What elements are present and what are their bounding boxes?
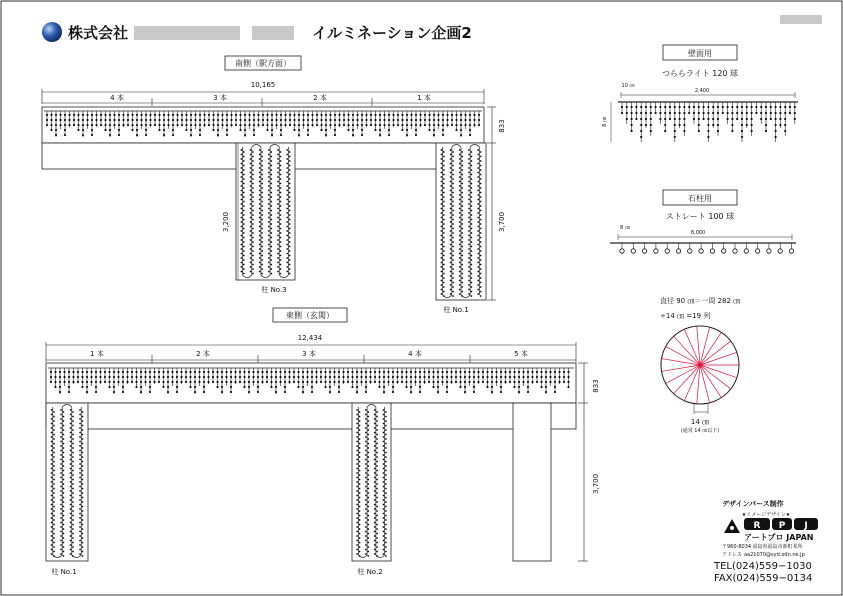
company-name-redacted-2 [252,26,294,40]
south-pillar-3-label: 柱 No.3 [261,286,287,294]
company-footer [713,499,818,584]
east-pillar-1-label: 柱 No.1 [51,568,77,576]
east-beam-lower [46,403,576,429]
circle-detail [660,296,740,434]
wall-subtitle: つららライト 120 球 [661,69,739,78]
fax: FAX(024)559−0134 [714,573,813,584]
east-pillar-2-label: 柱 No.2 [357,568,383,576]
wall-icicle-strands [621,102,796,142]
column-width-dim: 8,000 [690,230,706,236]
wall-light-detail [602,45,798,142]
east-seg-1: 1 本 [90,350,104,358]
wall-gap-dim: 10 ㎝ [621,83,635,89]
doc-number-redacted [780,15,822,24]
south-seg-3: 2 本 [313,94,327,102]
column-subtitle: ストレート 100 球 [665,212,735,221]
east-seg-4: 4 本 [408,350,422,358]
company-name: アートプロ JAPAN [744,533,814,542]
east-height-pillar: 3,700 [592,473,600,495]
east-side-elevation [46,308,600,576]
company-prefix: 株式会社 [68,24,129,42]
wall-title: 壁面用 [688,49,712,58]
south-side-elevation [42,56,506,314]
wall-height-dim: 8 ㎝ [602,117,608,127]
company-name-redacted [134,26,240,40]
company-address: 〒960-8034 福島県福島市新町某所 [722,544,803,550]
south-pillar-1-label: 柱 No.1 [443,306,469,314]
email-label: アドレス [722,552,742,558]
south-seg-4: 1 本 [417,94,431,102]
south-label: 南側（駅方面） [235,59,291,68]
artpro-logo-icon [724,518,818,533]
circle-diameter-text: 直径 90 ㎝＝一周 282 ㎝ [660,297,741,305]
column-gap-dim: 8 ㎝ [620,225,630,231]
globe-logo-icon [42,22,62,42]
south-seg-1: 4 本 [110,94,124,102]
south-height-top: 833 [498,119,506,133]
east-height-top: 833 [592,379,600,393]
wall-width-dim: 2,400 [694,88,710,94]
column-light-detail [610,190,796,253]
circle-rows-text: ÷14 ㎝ =19 列 [660,312,711,320]
column-bulb-row [620,243,794,253]
circle-spacing-note: (通常 14 ㎝以下) [680,428,720,434]
brand-sub: ★イメージデザイン★ [741,512,791,518]
circle-spacing: 14 ㎝ [690,418,710,426]
south-seg-2: 3 本 [213,94,227,102]
telephone: TEL(024)559−1030 [714,561,812,572]
south-height-pillar: 3,700 [498,211,506,233]
east-total-width: 12,434 [297,334,323,342]
east-seg-3: 3 本 [302,350,316,358]
south-total-width: 10,165 [250,81,276,89]
svg-text:J: J [804,521,808,531]
east-seg-5: 5 本 [514,350,528,358]
page-title: イルミネーション企画2 [312,24,472,42]
email-address: aa21070@syd.odn.ne.jp [744,552,805,558]
east-pillar-3 [513,403,551,561]
svg-text:R: R [753,521,761,531]
east-seg-2: 2 本 [196,350,210,358]
south-pillar-3 [236,143,295,280]
south-pillar-3-height: 3,200 [222,211,230,233]
column-title: 石柱用 [688,194,712,203]
svg-text:P: P [778,521,786,531]
design-label: デザインパース制作 [722,500,784,508]
east-label: 東側（玄関） [286,311,334,320]
